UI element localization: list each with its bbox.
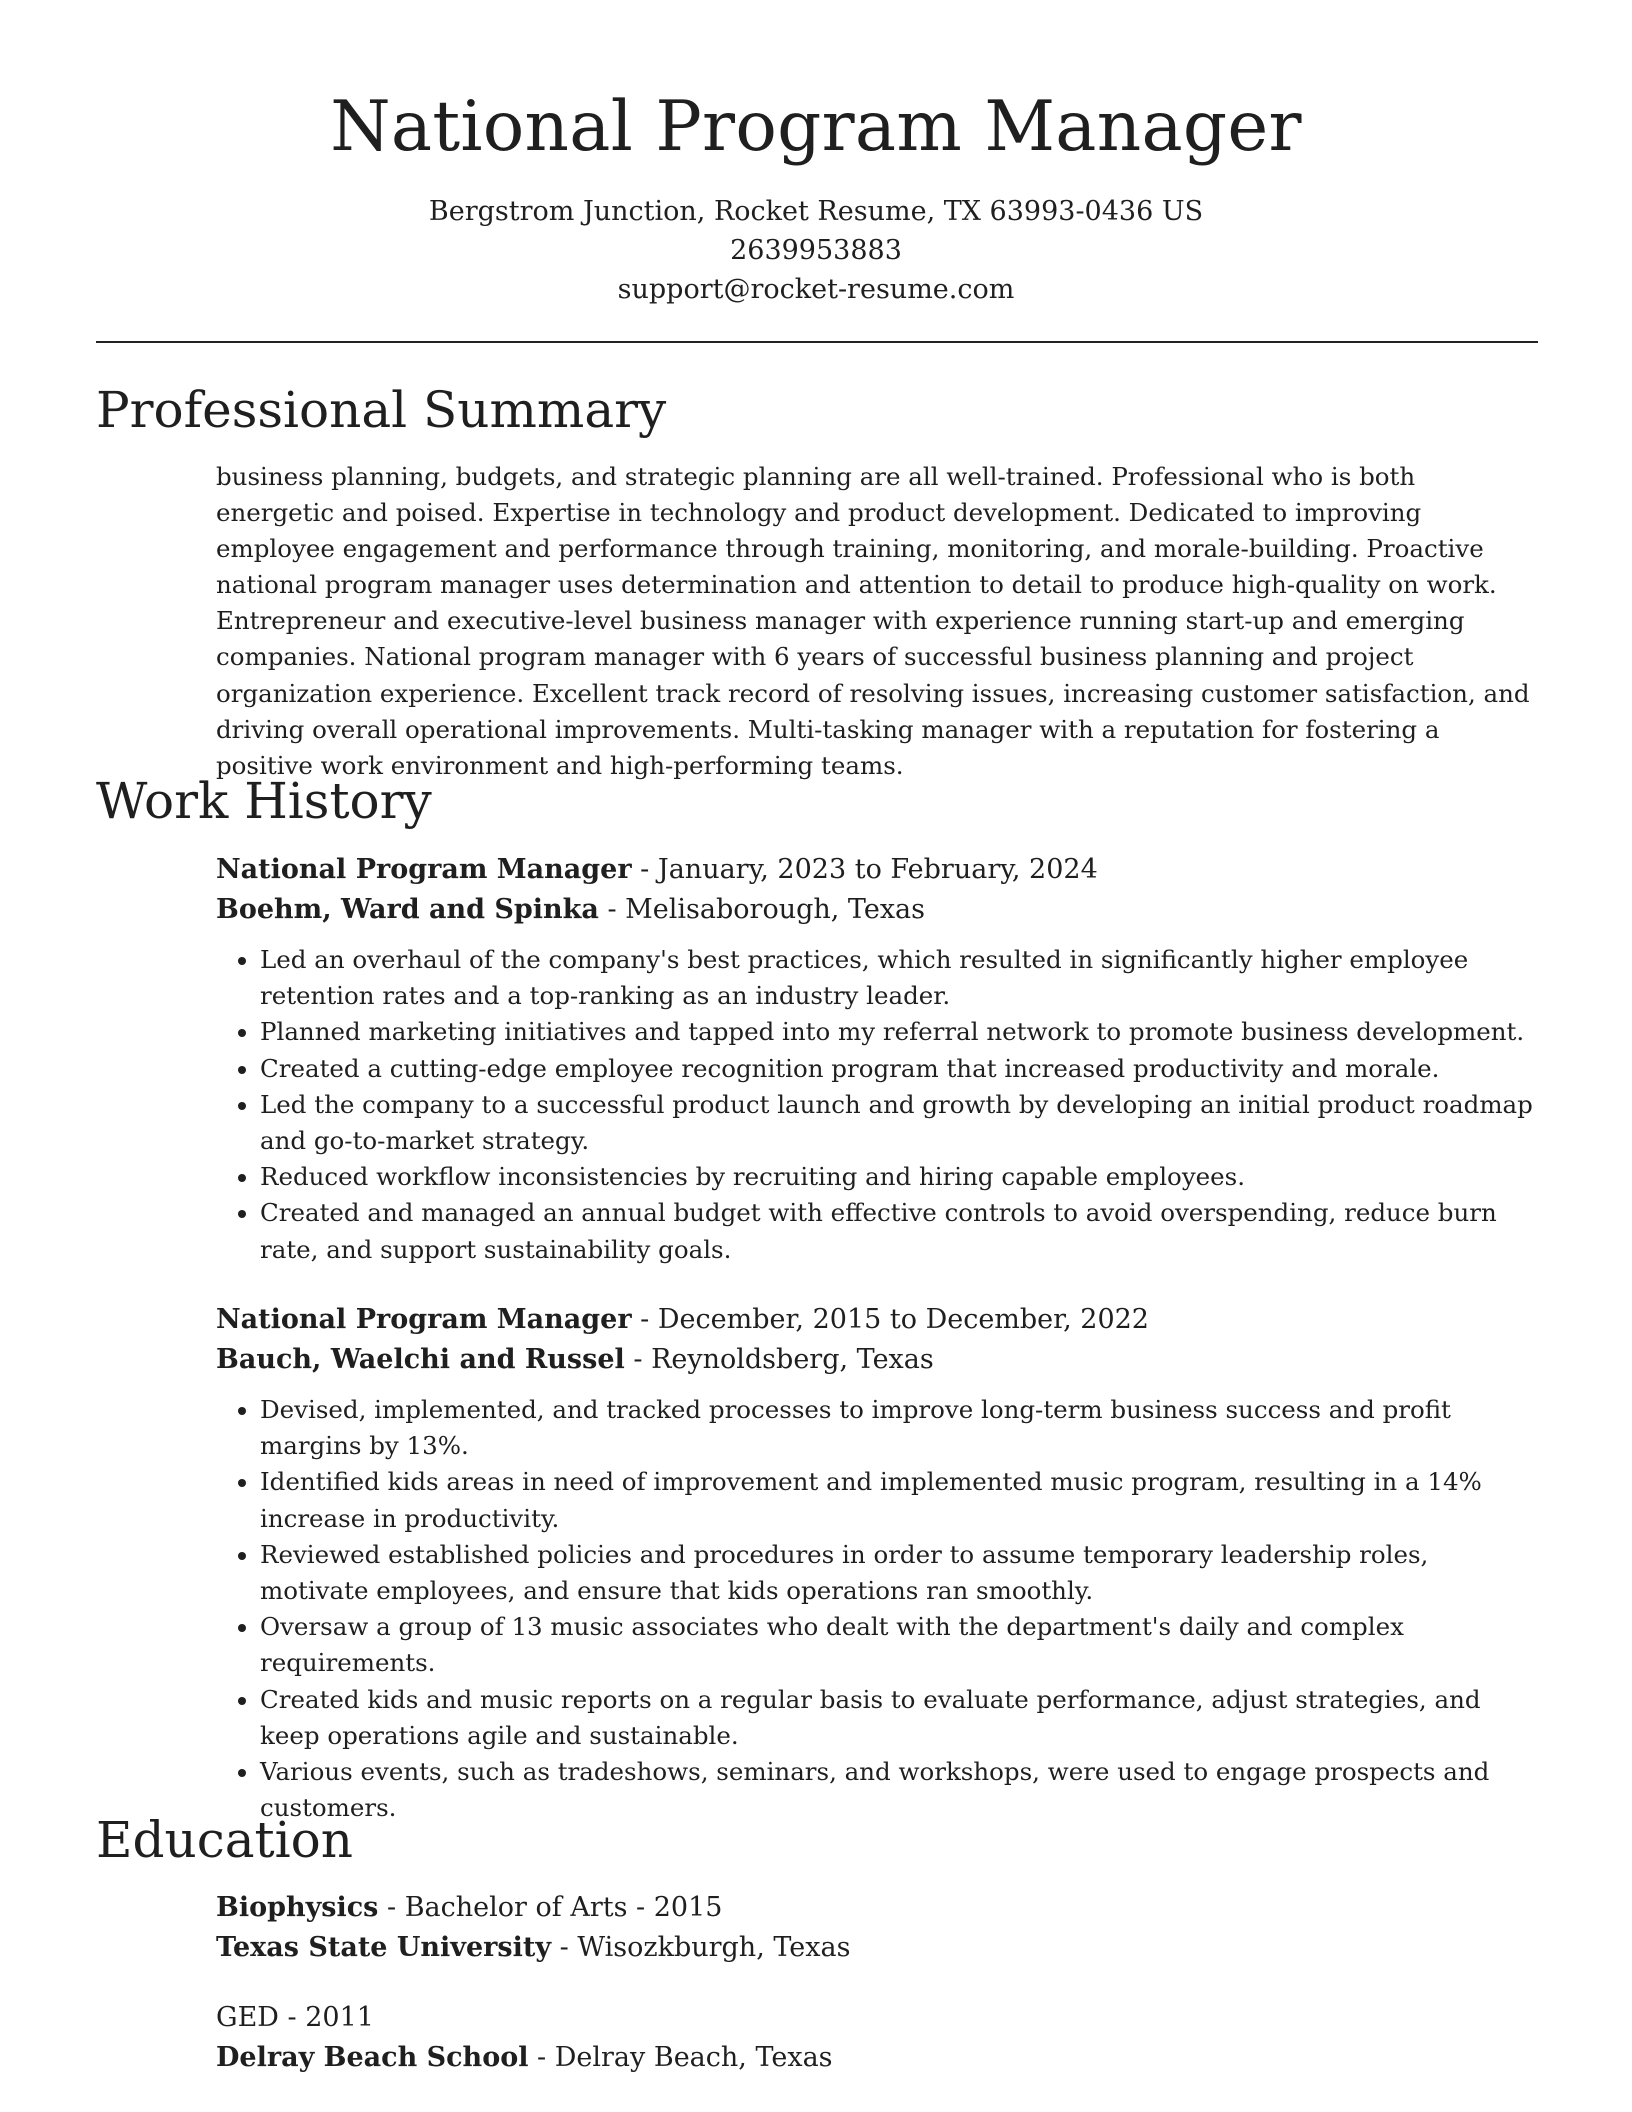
- list-item: • Led the company to a successful product launch and growth by developing an initial product roadmap and go-to-market strategy.: [260, 1087, 1538, 1159]
- job-role: National Program Manager: [216, 854, 632, 885]
- job-entry-2: [216, 1300, 1538, 1826]
- job-company: Bauch, Waelchi and Russel: [216, 1344, 625, 1375]
- list-item: • Created a cutting-edge employee recognition program that increased productivity and morale.: [260, 1051, 1538, 1087]
- job-title-line: National Program Manager - December, 2015 to December, 2022: [216, 1304, 1149, 1335]
- job-company: Boehm, Ward and Spinka: [216, 894, 599, 925]
- summary-section: [216, 459, 1538, 784]
- job-location: Melisaborough, Texas: [625, 894, 926, 925]
- education-heading: Education: [96, 1811, 353, 1869]
- education-degree-line: Biophysics - Bachelor of Arts - 2015: [216, 1892, 723, 1923]
- work-history-heading: Work History: [96, 772, 432, 830]
- list-item: • Reduced workflow inconsistencies by recruiting and hiring capable employees.: [260, 1159, 1538, 1195]
- job-bullets: [216, 1392, 1538, 1826]
- education-degree-line: GED - 2011: [216, 2002, 374, 2033]
- list-item: • Identified kids areas in need of improvement and implemented music program, resulting in a 14% increase in productivity.: [260, 1464, 1538, 1536]
- contact-phone: 2639953883: [730, 235, 902, 266]
- education-location: Delray Beach, Texas: [554, 2042, 833, 2073]
- job-company-line: Boehm, Ward and Spinka - Melisaborough, Texas: [216, 894, 926, 925]
- list-item: • Reviewed established policies and procedures in order to assume temporary leadership roles, motivate employees, and ensure that kids operations ran smoothly.: [260, 1537, 1538, 1609]
- education-degree: Bachelor of Arts: [404, 1892, 628, 1923]
- education-school: Delray Beach School: [216, 2042, 529, 2073]
- list-item: • Created kids and music reports on a regular basis to evaluate performance, adjust strategies, and keep operations agile and sustainable.: [260, 1682, 1538, 1754]
- education-year: 2015: [653, 1892, 723, 1923]
- list-item: • Devised, implemented, and tracked processes to improve long-term business success and profit margins by 13%.: [260, 1392, 1538, 1464]
- education-degree: GED: [216, 2002, 279, 2033]
- job-location: Reynoldsberg, Texas: [651, 1344, 934, 1375]
- job-company-line: Bauch, Waelchi and Russel - Reynoldsberg, Texas: [216, 1344, 934, 1375]
- job-entry-1: [216, 850, 1538, 1268]
- list-item: • Created and managed an annual budget with effective controls to avoid overspending, reduce burn rate, and support sustainability goals.: [260, 1195, 1538, 1267]
- contact-email: support@rocket-resume.com: [617, 274, 1015, 305]
- education-entry-1: [216, 1888, 1538, 1968]
- education-school-line: Texas State University - Wisozkburgh, Texas: [216, 1932, 851, 1963]
- candidate-name: National Program Manager: [330, 87, 1302, 167]
- education-field: Biophysics: [216, 1892, 379, 1923]
- list-item: • Various events, such as tradeshows, seminars, and workshops, were used to engage prospects and customers.: [260, 1754, 1538, 1826]
- education-entry-2: [216, 1998, 1538, 2078]
- resume-header: [0, 0, 1632, 309]
- list-item: • Oversaw a group of 13 music associates who dealt with the department's daily and complex requirements.: [260, 1609, 1538, 1681]
- summary-heading: Professional Summary: [96, 381, 667, 439]
- list-item: • Led an overhaul of the company's best practices, which resulted in significantly higher employee retention rates and a top-ranking as an industry leader.: [260, 942, 1538, 1014]
- summary-text: business planning, budgets, and strategic planning are all well-trained. Professional who is both energetic and poised. Expertise in technology and product development. Dedicated to improving employee engagement and performance through training, monitoring, and morale-building. Proactive national program manager uses determination and attention to detail to produce high-quality on work. Entrepreneur and executive-level business manager with experience running start-up and emerging companies. National program manager with 6 years of successful business planning and project organization experience. Excellent track record of resolving issues, increasing customer satisfaction, and driving overall operational improvements. Multi-tasking manager with a reputation for fostering a positive work environment and high-performing teams.: [216, 462, 1530, 780]
- contact-address: Bergstrom Junction, Rocket Resume, TX 63993-0436 US: [428, 196, 1204, 227]
- job-dates: December, 2015 to December, 2022: [657, 1304, 1149, 1335]
- education-year: 2011: [305, 2002, 374, 2033]
- job-title-line: National Program Manager - January, 2023 to February, 2024: [216, 854, 1098, 885]
- list-item: • Planned marketing initiatives and tapped into my referral network to promote business development.: [260, 1014, 1538, 1050]
- job-bullets: [216, 942, 1538, 1268]
- education-school: Texas State University: [216, 1932, 552, 1963]
- education-location: Wisozkburgh, Texas: [577, 1932, 851, 1963]
- header-divider: [96, 341, 1538, 343]
- contact-info: [0, 192, 1632, 309]
- job-dates: January, 2023 to February, 2024: [657, 854, 1098, 885]
- education-school-line: Delray Beach School - Delray Beach, Texas: [216, 2042, 833, 2073]
- job-role: National Program Manager: [216, 1304, 632, 1335]
